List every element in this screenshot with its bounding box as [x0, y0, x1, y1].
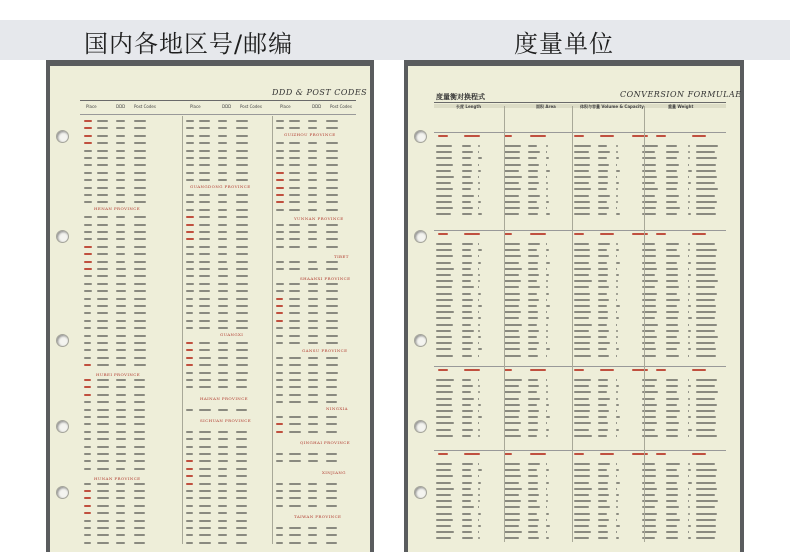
column-divider [504, 106, 505, 542]
table-row [434, 537, 734, 539]
table-row [84, 497, 154, 499]
binder-hole [56, 130, 69, 143]
table-row [186, 142, 256, 144]
table-row [186, 483, 256, 485]
table-row [434, 404, 734, 406]
table-row [84, 490, 154, 492]
table-row [186, 238, 256, 240]
table-row [434, 355, 734, 357]
table-row [434, 348, 734, 350]
table-row [434, 157, 734, 159]
table-row [276, 142, 346, 144]
province-heading: GUANGXI [220, 332, 244, 337]
table-row [434, 435, 734, 437]
table-row [84, 305, 154, 307]
table-row [186, 120, 256, 122]
post-codes-sheet [50, 66, 370, 552]
table-row [84, 187, 154, 189]
table-row [276, 290, 346, 292]
table-row [276, 312, 346, 314]
table-row [84, 157, 154, 159]
table-row [186, 497, 256, 499]
col-place-2: Place [190, 104, 201, 109]
table-row [434, 299, 734, 301]
table-row [84, 512, 154, 514]
table-row [276, 342, 346, 344]
table-row [434, 243, 734, 245]
table-row [186, 505, 256, 507]
table-row [434, 488, 734, 490]
left-image-label: 国内各地区号/邮编 [84, 30, 294, 58]
table-row [434, 475, 734, 477]
table-row [276, 283, 346, 285]
table-row [186, 231, 256, 233]
table-row [84, 231, 154, 233]
province-heading: SHAANXI PROVINCE [300, 276, 351, 281]
table-row [186, 127, 256, 129]
table-row [276, 120, 346, 122]
table-row [276, 209, 346, 211]
table-row [84, 127, 154, 129]
table-row [186, 312, 256, 314]
table-row [84, 150, 154, 152]
table-row [276, 497, 346, 499]
table-row [84, 179, 154, 181]
binder-hole [414, 486, 427, 499]
table-row [434, 453, 734, 455]
table-row [186, 372, 256, 374]
table-row [84, 527, 154, 529]
table-row [84, 394, 154, 396]
section-length: 长度 Length [456, 104, 482, 109]
table-row [434, 422, 734, 424]
col-ddd-3: DDD [312, 104, 322, 109]
table-row [276, 157, 346, 159]
table-row [434, 305, 734, 307]
table-row [434, 182, 734, 184]
post-codes-photo [46, 60, 374, 552]
table-row [434, 379, 734, 381]
table-row [84, 453, 154, 455]
table-row [276, 453, 346, 455]
province-heading: YUNNAN PROVINCE [294, 216, 344, 221]
table-row [434, 482, 734, 484]
table-row [434, 176, 734, 178]
table-row [186, 490, 256, 492]
table-row [84, 416, 154, 418]
table-row [434, 519, 734, 521]
table-row [186, 453, 256, 455]
table-row [434, 531, 734, 533]
table-row [434, 500, 734, 502]
table-row [186, 216, 256, 218]
table-row [84, 283, 154, 285]
table-row [186, 468, 256, 470]
table-row [84, 172, 154, 174]
table-row [84, 253, 154, 255]
table-row [84, 468, 154, 470]
table-row [84, 275, 154, 277]
table-row [276, 261, 346, 263]
table-row [84, 349, 154, 351]
table-row [276, 327, 346, 329]
section-area: 面积 Area [536, 104, 556, 109]
header-rule [80, 114, 356, 115]
table-row [84, 327, 154, 329]
table-row [434, 330, 734, 332]
table-row [434, 170, 734, 172]
column-divider [182, 116, 183, 544]
table-row [186, 542, 256, 544]
province-heading: HUNAN PROVINCE [94, 476, 141, 481]
province-heading: XINJIANG [322, 470, 346, 475]
title-rule [80, 100, 356, 101]
table-row [84, 379, 154, 381]
block-rule [434, 366, 726, 367]
province-heading: HAINAN PROVINCE [200, 396, 248, 401]
table-row [276, 379, 346, 381]
table-row [434, 201, 734, 203]
table-row [434, 494, 734, 496]
table-row [84, 446, 154, 448]
table-row [276, 172, 346, 174]
table-row [434, 385, 734, 387]
table-row [276, 460, 346, 462]
province-heading: TAIWAN PROVINCE [294, 514, 342, 519]
binder-hole [56, 420, 69, 433]
table-row [434, 207, 734, 209]
table-row [84, 312, 154, 314]
table-row [276, 416, 346, 418]
column-divider [272, 116, 273, 544]
table-row [186, 157, 256, 159]
table-row [186, 512, 256, 514]
table-row [84, 431, 154, 433]
table-row [84, 460, 154, 462]
table-row [186, 379, 256, 381]
col-post-1: Post Codes [134, 104, 156, 109]
table-row [186, 431, 256, 433]
table-row [434, 188, 734, 190]
table-row [84, 342, 154, 344]
table-row [434, 342, 734, 344]
table-row [276, 401, 346, 403]
table-row [434, 213, 734, 215]
table-row [186, 520, 256, 522]
table-row [84, 542, 154, 544]
table-row [276, 187, 346, 189]
table-row [434, 249, 734, 251]
table-row [84, 357, 154, 359]
table-row [434, 293, 734, 295]
province-heading: GUIZHOU PROVINCE [284, 132, 336, 137]
province-heading: HUBEI PROVINCE [96, 372, 141, 377]
table-row [186, 290, 256, 292]
table-row [276, 364, 346, 366]
binder-hole [56, 486, 69, 499]
table-row [186, 194, 256, 196]
conversion-title: CONVERSION FORMULAE [620, 90, 742, 99]
table-row [186, 150, 256, 152]
table-row [276, 542, 346, 544]
table-row [276, 431, 346, 433]
table-row [84, 201, 154, 203]
table-row [186, 224, 256, 226]
table-row [84, 261, 154, 263]
table-row [434, 506, 734, 508]
table-row [186, 253, 256, 255]
column-divider [644, 106, 645, 542]
table-row [276, 305, 346, 307]
table-row [186, 386, 256, 388]
table-row [276, 372, 346, 374]
table-row [276, 320, 346, 322]
table-row [186, 298, 256, 300]
table-row [276, 534, 346, 536]
block-rule [434, 230, 726, 231]
table-row [434, 274, 734, 276]
table-row [276, 238, 346, 240]
table-row [276, 394, 346, 396]
table-row [186, 164, 256, 166]
table-row [434, 416, 734, 418]
col-ddd-1: DDD [116, 104, 126, 109]
table-row [434, 469, 734, 471]
table-row [84, 142, 154, 144]
table-row [434, 164, 734, 166]
table-row [186, 534, 256, 536]
table-row [84, 246, 154, 248]
table-row [434, 324, 734, 326]
table-row [186, 268, 256, 270]
table-row [186, 349, 256, 351]
column-divider [572, 106, 573, 542]
table-row [186, 475, 256, 477]
table-row [434, 268, 734, 270]
table-row [84, 194, 154, 196]
table-row [434, 280, 734, 282]
table-row [276, 231, 346, 233]
table-row [276, 179, 346, 181]
table-row [84, 386, 154, 388]
binder-hole [414, 230, 427, 243]
table-row [84, 135, 154, 137]
col-post-2: Post Codes [240, 104, 262, 109]
table-row [434, 391, 734, 393]
table-row [84, 483, 154, 485]
province-heading: NINGXIA [326, 406, 348, 411]
table-row [434, 145, 734, 147]
binder-hole [414, 334, 427, 347]
table-row [84, 335, 154, 337]
col-post-3: Post Codes [330, 104, 352, 109]
conversion-photo [404, 60, 744, 552]
col-place-1: Place [86, 104, 97, 109]
binder-hole [414, 420, 427, 433]
table-row [186, 135, 256, 137]
province-heading: TIBET [334, 254, 349, 259]
table-row [276, 386, 346, 388]
binder-hole [414, 130, 427, 143]
table-row [434, 429, 734, 431]
table-row [276, 357, 346, 359]
table-row [186, 357, 256, 359]
table-row [434, 369, 734, 371]
table-row [276, 505, 346, 507]
table-row [276, 201, 346, 203]
table-row [276, 423, 346, 425]
table-row [186, 342, 256, 344]
table-row [186, 261, 256, 263]
table-row [84, 409, 154, 411]
table-row [434, 255, 734, 257]
table-row [434, 398, 734, 400]
binder-hole [56, 334, 69, 347]
table-row [84, 534, 154, 536]
table-row [276, 490, 346, 492]
table-row [186, 201, 256, 203]
table-row [186, 438, 256, 440]
table-row [276, 483, 346, 485]
table-row [276, 246, 346, 248]
table-row [84, 120, 154, 122]
table-row [434, 410, 734, 412]
table-row [186, 283, 256, 285]
province-heading: QINGHAI PROVINCE [300, 440, 351, 445]
table-row [186, 275, 256, 277]
table-row [186, 527, 256, 529]
table-row [434, 317, 734, 319]
table-row [434, 151, 734, 153]
table-row [276, 268, 346, 270]
table-row [84, 224, 154, 226]
table-row [186, 172, 256, 174]
table-row [434, 135, 734, 137]
section-weight: 重量 Weight [668, 104, 694, 109]
table-row [434, 233, 734, 235]
table-row [84, 298, 154, 300]
table-row [434, 195, 734, 197]
province-heading: SICHUAN PROVINCE [200, 418, 252, 423]
table-row [84, 505, 154, 507]
col-ddd-2: DDD [222, 104, 232, 109]
table-row [84, 238, 154, 240]
col-place-3: Place [280, 104, 291, 109]
table-row [186, 179, 256, 181]
right-image-label: 度量单位 [514, 30, 614, 58]
table-row [186, 327, 256, 329]
table-row [186, 364, 256, 366]
table-row [434, 286, 734, 288]
table-row [276, 527, 346, 529]
table-row [434, 336, 734, 338]
table-row [276, 164, 346, 166]
table-row [186, 320, 256, 322]
table-row [186, 209, 256, 211]
table-row [186, 446, 256, 448]
table-row [276, 127, 346, 129]
table-row [84, 164, 154, 166]
table-row [434, 311, 734, 313]
table-row [84, 438, 154, 440]
table-row [186, 460, 256, 462]
binder-hole [56, 230, 69, 243]
table-row [84, 520, 154, 522]
table-row [276, 335, 346, 337]
province-heading: GUANGDONG PROVINCE [190, 184, 251, 189]
table-row [276, 194, 346, 196]
table-row [276, 298, 346, 300]
table-row [84, 423, 154, 425]
table-row [84, 216, 154, 218]
conversion-sheet [408, 66, 740, 552]
conversion-title-zh: 度量衡对换程式 [436, 93, 485, 101]
table-row [84, 364, 154, 366]
block-rule [434, 132, 726, 133]
table-row [276, 224, 346, 226]
table-row [84, 290, 154, 292]
table-row [84, 268, 154, 270]
table-row [434, 463, 734, 465]
post-codes-title: DDD & POST CODES [272, 88, 368, 97]
table-row [84, 401, 154, 403]
table-row [186, 246, 256, 248]
table-row [276, 150, 346, 152]
table-row [186, 305, 256, 307]
table-row [434, 262, 734, 264]
province-heading: HENAN PROVINCE [94, 206, 141, 211]
table-row [186, 409, 256, 411]
table-row [434, 513, 734, 515]
province-heading: GANSU PROVINCE [302, 348, 348, 353]
title-rule [434, 102, 726, 103]
table-row [84, 320, 154, 322]
section-volume: 体积与容量 Volume & Capacity [580, 104, 644, 109]
table-row [434, 525, 734, 527]
block-rule [434, 450, 726, 451]
